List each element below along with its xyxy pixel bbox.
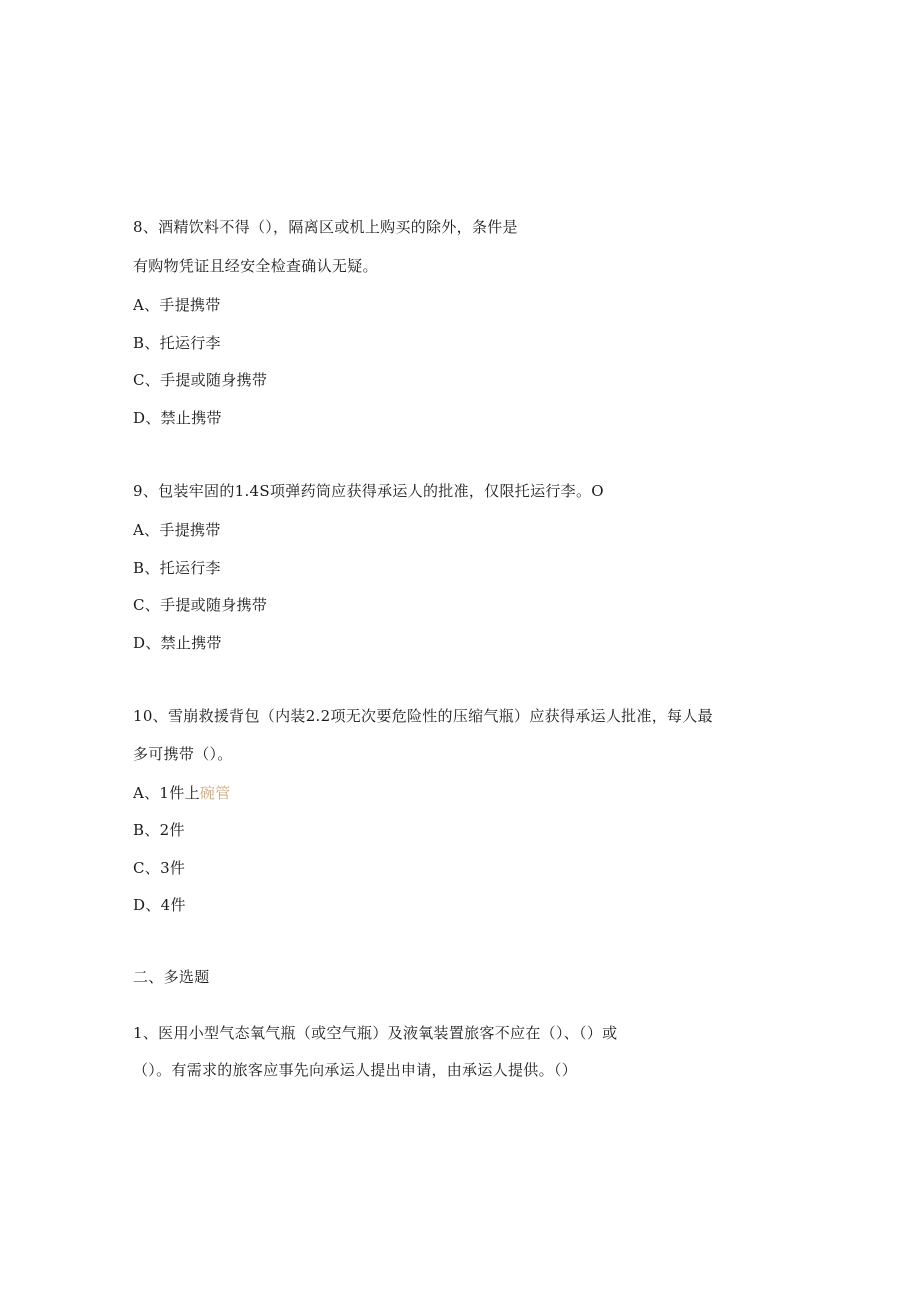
question-9-option-d: D、禁止携带 bbox=[133, 634, 222, 652]
multi-question-1-stem-line-2: （）。有需求的旅客应事先向承运人提出申请，由承运人提供。（） bbox=[133, 1061, 578, 1079]
question-8-option-c: C、手提或随身携带 bbox=[133, 371, 268, 389]
question-9-option-a: A、手提携带 bbox=[133, 521, 221, 539]
question-9-option-b: B、托运行李 bbox=[133, 559, 221, 577]
question-10-option-b: B、2件 bbox=[133, 821, 185, 839]
question-10-stem-line-2: 多可携带（）。 bbox=[133, 745, 233, 763]
question-9-stem: 9、包装牢固的1.4S项弹药筒应获得承运人的批准，仅限托运行李。O bbox=[133, 482, 604, 500]
question-10-option-a-suffix: 碗管 bbox=[199, 784, 231, 802]
question-8-option-b: B、托运行李 bbox=[133, 334, 221, 352]
question-9-option-c: C、手提或随身携带 bbox=[133, 596, 268, 614]
question-10-option-a-label: A、1件上 bbox=[133, 784, 200, 802]
question-10-stem-line-1: 10、雪崩救援背包（内装2.2项无次要危险性的压缩气瓶）应获得承运人批准，每人最 bbox=[133, 707, 713, 725]
question-10-option-d: D、4件 bbox=[133, 896, 186, 914]
multi-question-1-stem-line-1: 1、医用小型气态氧气瓶（或空气瓶）及液氧装置旅客不应在（）、（）或 bbox=[133, 1024, 618, 1042]
question-8-option-a: A、手提携带 bbox=[133, 296, 221, 314]
question-8-stem-line-2: 有购物凭证且经安全检查确认无疑。 bbox=[133, 257, 378, 275]
question-8-option-d: D、禁止携带 bbox=[133, 409, 222, 427]
question-8-stem-line-1: 8、酒精饮料不得（），隔离区或机上购买的除外，条件是 bbox=[133, 218, 518, 236]
question-10-option-a bbox=[133, 783, 231, 803]
section-title-multiple-choice: 二、多选题 bbox=[133, 968, 210, 986]
question-10-option-c: C、3件 bbox=[133, 859, 186, 877]
